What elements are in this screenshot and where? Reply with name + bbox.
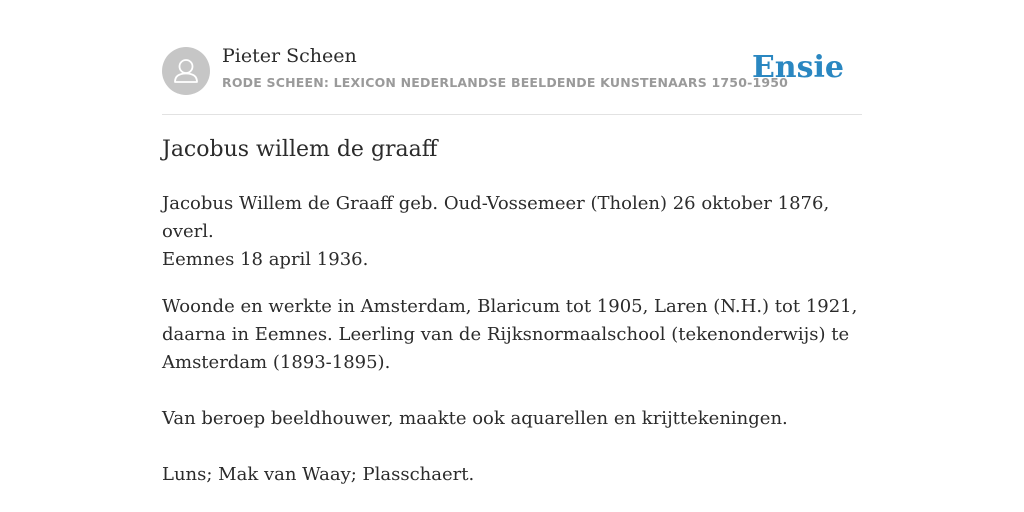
line-break <box>162 377 862 405</box>
text-line: Luns; Mak van Waay; Plasschaert. <box>162 464 475 485</box>
text-line: Jacobus Willem de Graaff geb. Oud-Vossemeer (Tholen) 26 oktober 1876, overl. <box>162 193 830 242</box>
source-title[interactable]: RODE SCHEEN: LEXICON NEDERLANDSE BEELDENDE KUNSTENAARS 1750-1950 <box>222 75 789 90</box>
ensie-logo[interactable]: Ensie <box>751 50 844 85</box>
text-line: Woonde en werkte in Amsterdam, Blaricum tot 1905, Laren (N.H.) tot 1921, <box>162 296 858 317</box>
text-line: Amsterdam (1893-1895). <box>162 352 391 373</box>
article-card <box>162 0 862 512</box>
article-title: Jacobus willem de graaff <box>162 137 438 162</box>
paragraph-birth-death <box>162 190 862 274</box>
text-line: Eemnes 18 april 1936. <box>162 249 369 270</box>
text-line: daarna in Eemnes. Leerling van de Rijksnormaalschool (tekenonderwijs) te <box>162 324 850 345</box>
paragraph-biography <box>162 293 862 489</box>
text-line: Van beroep beeldhouwer, maakte ook aquarellen en krijttekeningen. <box>162 408 788 429</box>
line-break <box>162 433 862 461</box>
user-avatar-icon[interactable] <box>162 47 210 95</box>
article-body <box>162 190 862 508</box>
article-header <box>162 44 862 115</box>
user-silhouette-icon <box>162 47 210 95</box>
author-name[interactable]: Pieter Scheen <box>222 45 357 67</box>
